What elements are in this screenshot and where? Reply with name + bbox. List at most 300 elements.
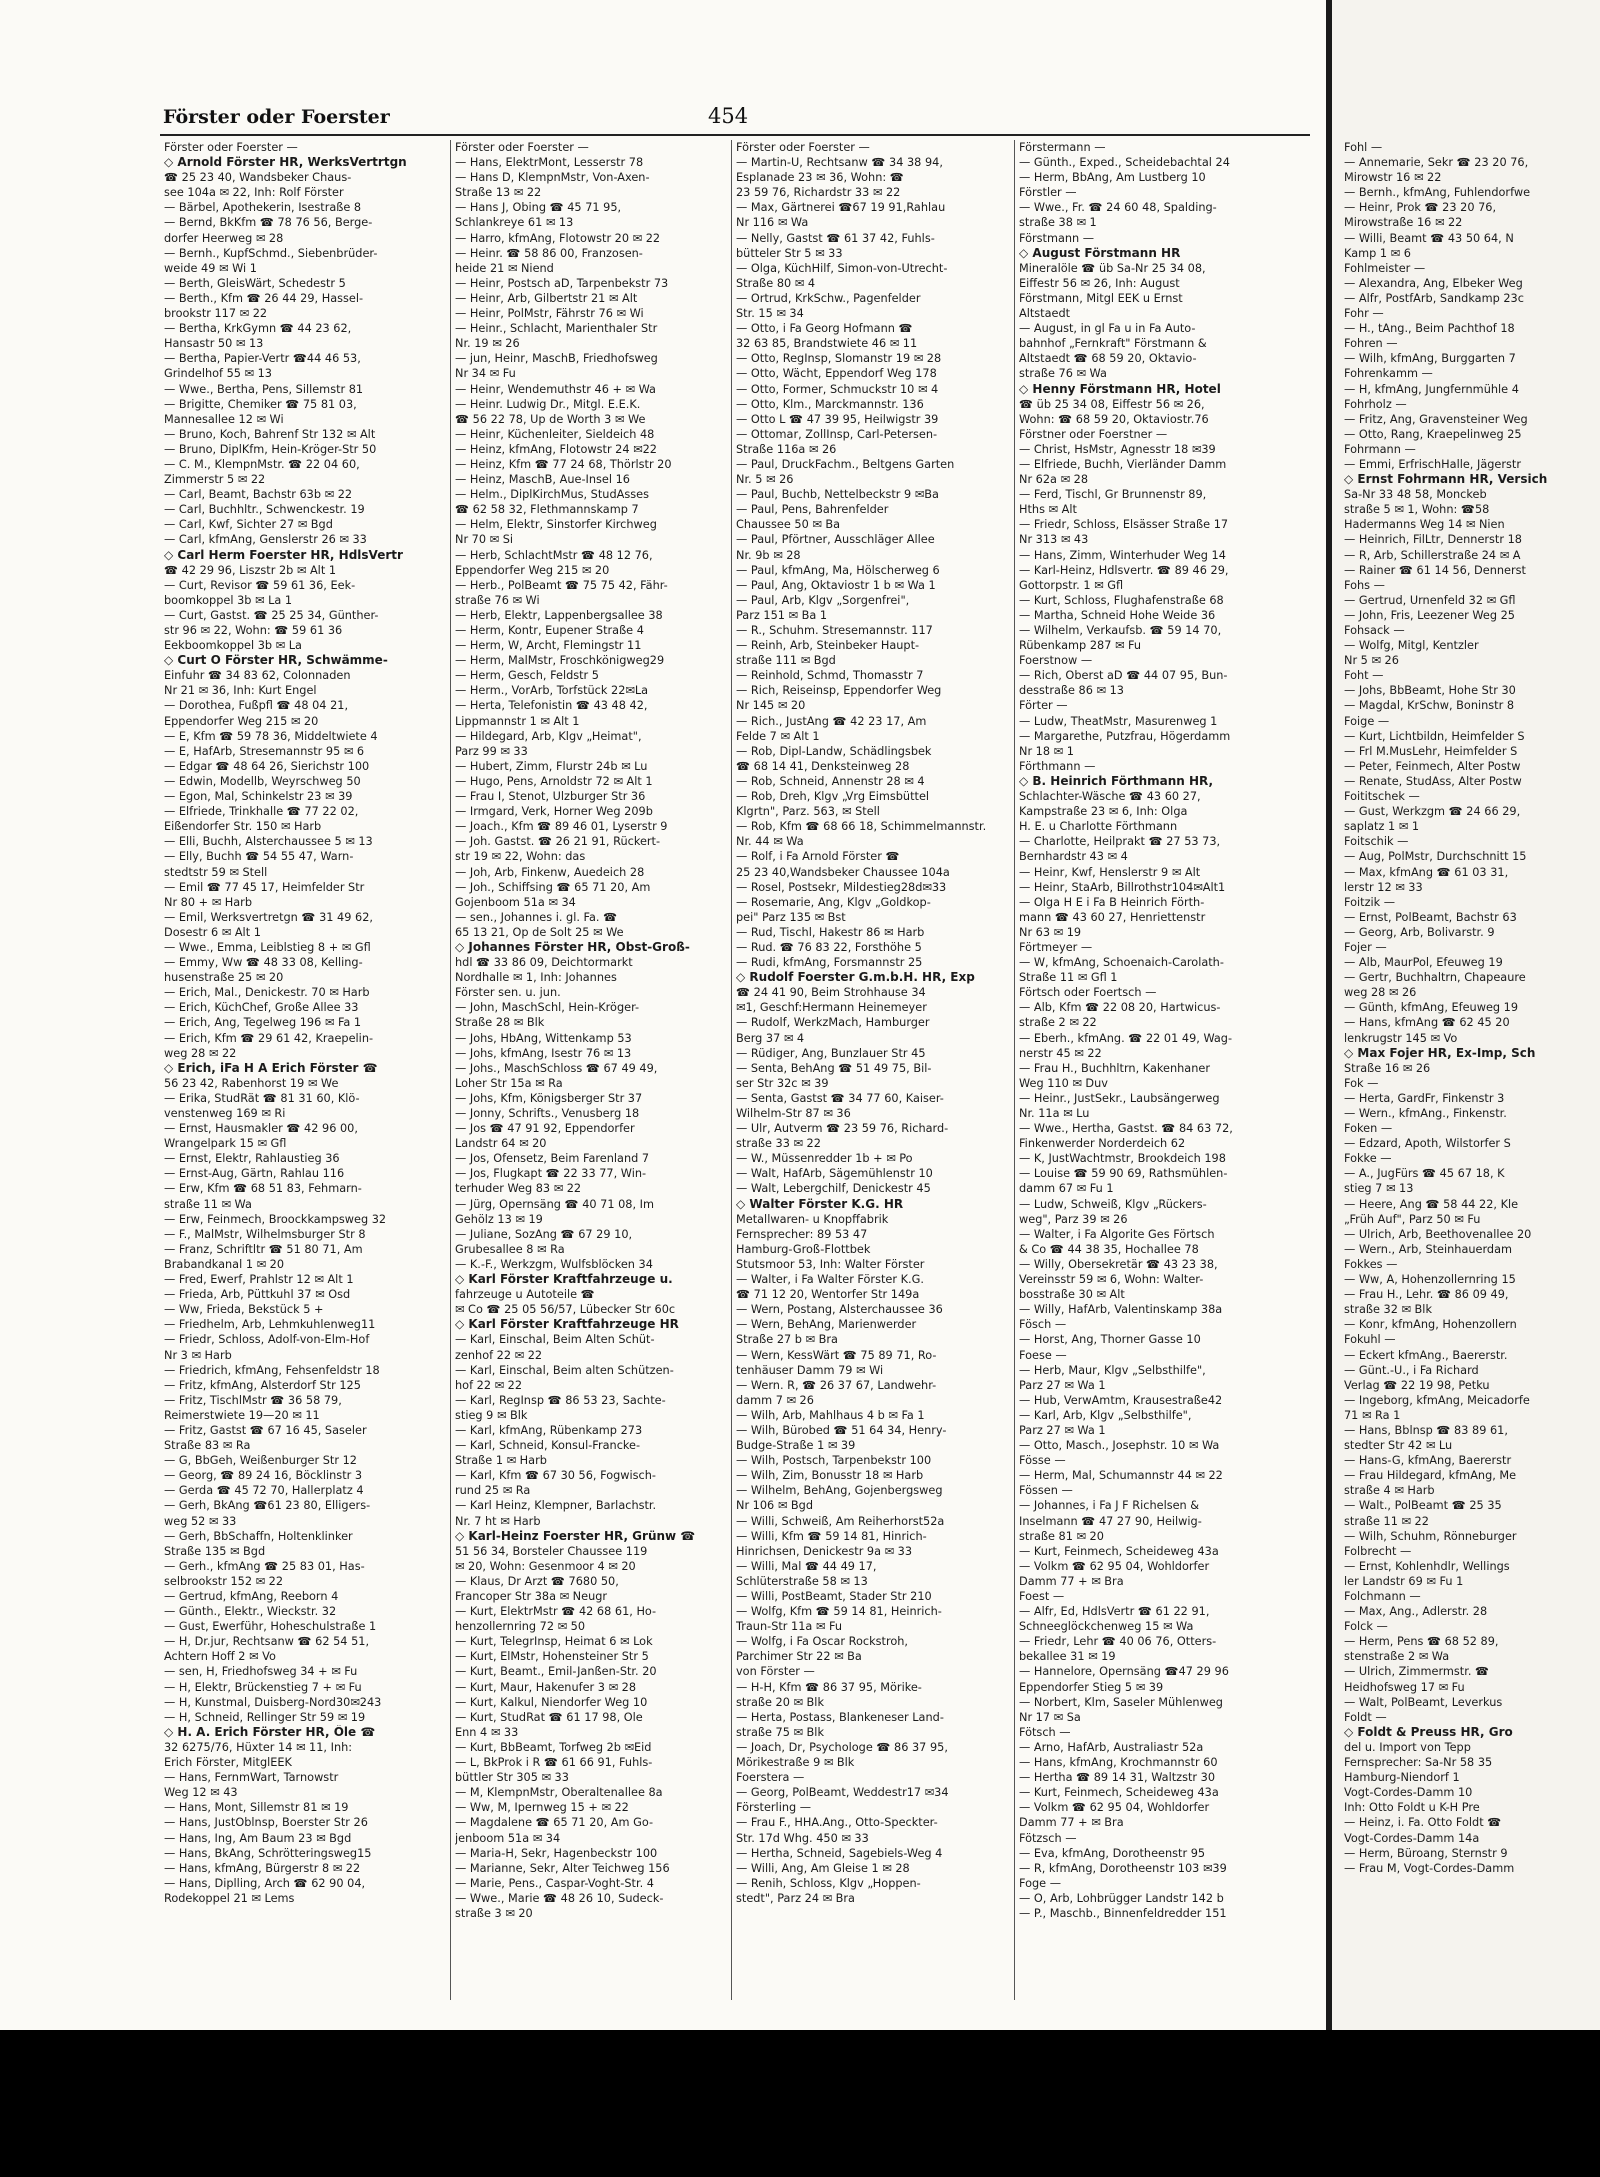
directory-entry-line: — Renih, Schloss, Klgv „Hoppen- [736,1876,921,1890]
directory-entry-line: Damm 77 + ✉ Bra [1019,1574,1124,1588]
directory-entry-line: straße 11 ✉ 22 [1344,1514,1429,1528]
directory-entry-line: — Rob, Kfm ☎ 68 66 18, Schimmelmannstr. [736,820,987,834]
directory-entry-line: — Herm, Büroang, Sternstr 9 [1344,1846,1508,1860]
directory-entry-line: Parz 27 ✉ Wa 1 [1019,1423,1106,1437]
directory-entry-line: — Frau F., HHA.Ang., Otto-Speckter- [736,1816,938,1830]
directory-entry-line: — Rosel, Postsekr, Mildestieg28d✉33 [736,880,947,894]
directory-entry-line: Rübenkamp 287 ✉ Fu [1019,639,1142,653]
directory-entry-line: — Hildegard, Arb, Klgv „Heimat", [455,729,642,743]
next-page-strip [1326,0,1600,2030]
directory-entry-line: — Otto, RegInsp, Slomanstr 19 ✉ 28 [736,352,942,366]
directory-entry-line: — Paul, kfmAng, Ma, Hölscherweg 6 [736,563,940,577]
directory-entry-line: brookstr 117 ✉ 22 [164,307,268,321]
directory-entry-line: — R., Schuhm. Stresemannstr. 117 [736,624,933,637]
directory-entry-line: — Frau I, Stenot, Ulzburger Str 36 [455,790,646,804]
directory-entry-line: Einfuhr ☎ 34 83 62, Colonnaden [164,669,351,683]
directory-entry-line: — Reinhold, Schmd, Thomasstr 7 [736,669,924,683]
directory-entry-line: — Karl, Arb, Klgv „Selbsthilfe", [1019,1408,1192,1422]
directory-entry-line: Fojer — [1344,940,1387,954]
directory-entry-line: — Friedr, Lehr ☎ 40 06 76, Otters- [1019,1635,1217,1649]
directory-entry-line: — John, Fris, Leezener Weg 25 [1344,608,1515,622]
directory-entry-line: — Rüdiger, Ang, Bunzlauer Str 45 [736,1046,926,1060]
directory-entry-line: — Gerh., kfmAng ☎ 25 83 01, Has- [164,1559,365,1573]
directory-entry-line: — Helm., DiplKirchMus, StudAsses [455,488,649,502]
directory-entry-line: — Johannes, i Fa J F Richelsen & [1019,1499,1200,1513]
directory-entry-line: Foest — [1019,1590,1065,1603]
directory-entry-line: — Heinr, Arb, Gilbertstr 21 ✉ Alt [455,291,638,305]
directory-entry-line: straße 76 ✉ Wi [455,593,540,607]
directory-entry-line: — Heinr. ☎ 58 86 00, Franzosen- [455,246,643,260]
directory-entry-line: — Eberh., kfmAng. ☎ 22 01 49, Wag- [1019,1031,1233,1045]
directory-entry-line: — Günth., Elektr., Wieckstr. 32 [164,1605,337,1619]
directory-entry-line: Nr 313 ✉ 43 [1019,533,1089,547]
directory-entry-line: terhuder Weg 83 ✉ 22 [455,1182,582,1196]
directory-entry-line: Nr. 19 ✉ 26 [455,337,520,351]
directory-entry-line: Weg 12 ✉ 43 [164,1786,238,1800]
directory-entry-line: weide 49 ✉ Wi 1 [164,261,257,275]
directory-entry-line: — Rud, Tischl, Hakestr 86 ✉ Harb [736,925,925,939]
directory-entry-line: Bernhardstr 43 ✉ 4 [1019,850,1128,864]
directory-entry-line: 51 56 34, Borsteler Chaussee 119 [455,1544,648,1558]
directory-entry-line: — Hans J, Obing ☎ 45 71 95, [455,201,622,215]
directory-entry-line: Weg 110 ✉ Duv [1019,1076,1108,1090]
directory-entry-line: ◇ Foldt & Preuss HR, Gro [1344,1724,1513,1739]
directory-entry-line: bekallee 31 ✉ 19 [1019,1650,1116,1664]
directory-entry-line: del u. Import von Tepp [1344,1740,1471,1754]
directory-entry-line: — Hans-G, kfmAng, Baererstr [1344,1454,1512,1468]
directory-entry-line: — Karl, Schneid, Konsul-Francke- [455,1439,641,1453]
directory-entry-line: — Walter, i Fa Algorite Ges Förtsch [1019,1227,1215,1241]
directory-entry-line: — Arno, HafArb, Australiastr 52a [1019,1740,1204,1754]
directory-entry-line: — Hannelore, Opernsäng ☎47 29 96 [1019,1665,1229,1679]
directory-entry-line: — Willi, Mal ☎ 44 49 17, [736,1559,877,1573]
directory-entry-line: Esplanade 23 ✉ 36, Wohn: ☎ [736,171,904,185]
directory-entry-line: — Ernst, Hausmakler ☎ 42 96 00, [164,1122,358,1136]
directory-entry-line: — Gust, Werkzgm ☎ 24 66 29, [1344,805,1521,819]
directory-entry-line: — Otto, Masch., Josephstr. 10 ✉ Wa [1019,1439,1220,1453]
directory-entry-line: Fohs — [1344,578,1385,592]
directory-entry-line: — Heinr, PolMstr, Fährstr 76 ✉ Wi [455,307,644,321]
directory-entry-line: — Georg, PolBeamt, Weddestr17 ✉34 [736,1786,949,1800]
directory-entry-line: desstraße 86 ✉ 13 [1019,684,1124,698]
directory-entry-line: — Frau H., Lehr. ☎ 86 09 49, [1344,1288,1509,1302]
directory-entry-line: — Dorothea, Fußpfl ☎ 48 04 21, [164,699,349,713]
directory-entry-line: — Nelly, Gastst ☎ 61 37 42, Fuhls- [736,231,935,245]
directory-entry-line: Nr 62a ✉ 28 [1019,473,1089,487]
directory-entry-line: Straße 83 ✉ Ra [164,1439,251,1453]
directory-entry-line: Förstmann — [1019,231,1095,245]
directory-entry-line: — O, Arb, Lohbrügger Landstr 142 b [1019,1891,1224,1905]
directory-entry-line: — Friedr, Schloss, Adolf-von-Elm-Hof [164,1333,370,1347]
directory-entry-line: Parz 27 ✉ Wa 1 [1019,1378,1106,1392]
directory-entry-line: — Ernst-Aug, Gärtn, Rahlau 116 [164,1167,345,1181]
directory-entry-line: — E, Kfm ☎ 59 78 36, Middeltwiete 4 [164,729,378,743]
directory-entry-line: — Heinr, Prok ☎ 23 20 76, [1344,201,1497,215]
directory-entry-line: — Gertr, Buchhaltrn, Chapeaure [1344,971,1526,985]
directory-entry-line: Försterling — [736,1801,812,1815]
directory-entry-line: — Hans, kfmAng ☎ 62 45 20 [1344,1016,1510,1030]
directory-entry-line: Nr 34 ✉ Fu [455,367,516,381]
directory-entry-line: — Volkm ☎ 62 95 04, Wohldorfer [1019,1559,1210,1573]
directory-entry-line: — jun, Heinr, MaschB, Friedhofsweg [455,352,658,366]
column-4 [1014,140,1319,2000]
directory-entry-line: Vogt-Cordes-Damm 14a [1344,1831,1480,1845]
directory-entry-line: — Karl, RegInsp ☎ 86 53 23, Sachte- [455,1393,666,1407]
directory-entry-line: Straße 135 ✉ Bgd [164,1544,266,1558]
directory-entry-line: — Heinz, Kfm ☎ 77 24 68, Thörlstr 20 [455,457,672,471]
directory-entry-line: Landstr 64 ✉ 20 [455,1137,547,1151]
directory-entry-line: — Peter, Feinmech, Alter Postw [1344,759,1521,773]
directory-entry-line: Fohsack — [1344,624,1405,637]
directory-entry-line: — Johs., MaschSchloss ☎ 67 49 49, [455,1061,658,1075]
directory-entry-line: boomkoppel 3b ✉ La 1 [164,593,293,607]
directory-entry-line: — Otto, Klm., Marckmannstr. 136 [736,397,924,411]
directory-entry-line: — Walt, PolBeamt, Leverkus [1344,1695,1503,1709]
directory-entry-line: — Helm, Elektr, Sinstorfer Kirchweg [455,518,657,532]
directory-entry-line: — Günth, kfmAng, Efeuweg 19 [1344,1001,1519,1015]
directory-entry-line: — Wilh, Arb, Mahlhaus 4 b ✉ Fa 1 [736,1408,925,1422]
directory-entry-line: Fohl — [1344,141,1383,154]
directory-entry-line: — Fritz, TischlMstr ☎ 36 58 79, [164,1393,342,1407]
directory-entry-line: Sa-Nr 33 48 58, Monckeb [1344,488,1487,502]
directory-entry-line: — Hans, JustOblnsp, Boerster Str 26 [164,1816,368,1830]
directory-entry-line: 65 13 21, Op de Solt 25 ✉ We [455,925,624,939]
directory-entry-line: stieg 9 ✉ Blk [455,1408,528,1422]
directory-entry-line: Fohrholz — [1344,397,1407,411]
directory-entry-line: — Erich, Mal., Denickestr. 70 ✉ Harb [164,986,370,1000]
directory-entry-line: weg 52 ✉ 33 [164,1514,237,1528]
directory-entry-line: — Margarethe, Putzfrau, Högerdamm [1019,729,1231,743]
directory-entry-line: — Heinz, i. Fa. Otto Foldt ☎ [1344,1816,1502,1830]
directory-entry-line: — Rob, Schneid, Annenstr 28 ✉ 4 [736,774,925,788]
directory-entry-line: Reimerstwiete 19—20 ✉ 11 [164,1408,320,1422]
directory-entry-line: Schlüterstraße 58 ✉ 13 [736,1574,868,1588]
header-rule [160,134,1310,136]
directory-entry-line: — Wern, Postang, Alsterchaussee 36 [736,1303,943,1317]
directory-entry-line: nerstr 45 ✉ 22 [1019,1046,1102,1060]
directory-entry-line: — Wern, KessWärt ☎ 75 89 71, Ro- [736,1348,937,1362]
directory-entry-line: — Ernst, Elektr, Rahlaustieg 36 [164,1152,340,1166]
directory-entry-line: — Renate, StudAss, Alter Postw [1344,774,1522,788]
directory-entry-line: — Otto, i Fa Georg Hofmann ☎ [736,322,913,336]
directory-entry-line: — Johs, HbAng, Wittenkamp 53 [455,1031,632,1045]
directory-entry-line: — Hans, FernmWart, Tarnowstr [164,1771,339,1785]
directory-entry-line: ler Landstr 69 ✉ Fu 1 [1344,1574,1464,1588]
directory-entry-line: — Maria-H, Sekr, Hagenbeckstr 100 [455,1846,658,1860]
directory-entry-line: — Max, kfmAng ☎ 61 03 31, [1344,865,1509,879]
directory-entry-line: — Kurt, ElektrMstr ☎ 42 68 61, Ho- [455,1605,657,1619]
directory-entry-line: ☎ 42 29 96, Liszstr 2b ✉ Alt 1 [164,563,337,577]
directory-entry-line: Folchmann — [1344,1590,1421,1603]
directory-entry-line: Nr 70 ✉ Si [455,533,514,547]
directory-entry-line: ◇ Walter Förster K.G. HR [736,1196,904,1211]
directory-entry-line: — Paul, Pförtner, Ausschläger Allee [736,533,935,547]
directory-entry-line: — Walt, HafArb, Sägemühlenstr 10 [736,1167,933,1181]
directory-entry-line: — Joh., Schiffsing ☎ 65 71 20, Am [455,880,651,894]
directory-entry-line: Fohlmeister — [1344,261,1426,275]
directory-entry-line: Nr. 9b ✉ 28 [736,548,801,562]
directory-entry-line: ☎ üb 25 34 08, Eiffestr 56 ✉ 26, [1019,397,1205,411]
column-5 [1344,140,1600,2000]
directory-entry-line: — Heinr, Wendemuthstr 46 + ✉ Wa [455,382,656,396]
directory-entry-line: — Georg, ☎ 89 24 16, Böcklinstr 3 [164,1469,363,1483]
directory-entry-line: — Hubert, Zimm, Flurstr 24b ✉ Lu [455,759,648,773]
directory-entry-line: — Willi, Ang, Am Gleise 1 ✉ 28 [736,1861,910,1875]
directory-entry-line: — Johs, BbBeamt, Hohe Str 30 [1344,684,1516,698]
directory-entry-line: — Bruno, DiplKfm, Hein-Kröger-Str 50 [164,442,377,456]
directory-entry-line: — Joh. Gastst. ☎ 26 21 91, Rückert- [455,835,661,849]
directory-entry-line: Fok — [1344,1076,1379,1090]
directory-entry-line: lerstr 12 ✉ 33 [1344,880,1423,894]
directory-entry-line: Förstler — [1019,186,1077,200]
directory-entry-line: Foitzik — [1344,895,1396,909]
directory-entry-line: stedter Str 42 ✉ Lu [1344,1439,1453,1453]
directory-entry-line: — August, in gl Fa u in Fa Auto- [1019,322,1196,336]
directory-entry-line: — Bruno, Koch, Bahrenf Str 132 ✉ Alt [164,427,376,441]
directory-entry-line: — Kurt, BbBeamt, Torfweg 2b ✉Eid [455,1740,652,1754]
directory-entry-line: — Bernh., KupfSchmd., Siebenbrüder- [164,246,378,260]
directory-entry-line: str 19 ✉ 22, Wohn: das [455,850,586,864]
directory-entry-line: hdl ☎ 33 86 09, Deichtormarkt [455,956,633,970]
directory-entry-line: Grubesallee 8 ✉ Ra [455,1242,565,1256]
directory-entry-line: — Konr, kfmAng, Hohenzollern [1344,1318,1517,1332]
directory-entry-line: ✉1, Geschf:Hermann Heinemeyer [736,1001,927,1015]
directory-entry-line: pei" Parz 135 ✉ Bst [736,910,846,924]
directory-entry-line: Gojenboom 51a ✉ 34 [455,895,576,909]
directory-entry-line: Francoper Str 38a ✉ Neugr [455,1590,608,1603]
directory-entry-line: — Heinr, Küchenleiter, Sieldeich 48 [455,427,655,441]
directory-entry-line: — Wilh, Postsch, Tarpenbekstr 100 [736,1454,932,1468]
directory-entry-line: — Hans, kfmAng, Bürgerstr 8 ✉ 22 [164,1861,361,1875]
directory-entry-line: Foerstnow — [1019,654,1093,668]
directory-entry-line: Förster oder Foerster — [164,141,298,154]
directory-entry-line: stieg 7 ✉ 13 [1344,1182,1414,1196]
directory-entry-line: — Frl M.MusLehr, Heimfelder S [1344,744,1518,758]
directory-entry-line: — Wern., kfmAng., Finkenstr. [1344,1107,1507,1120]
directory-entry-line: — Alb, Kfm ☎ 22 08 20, Hartwicus- [1019,1001,1221,1015]
directory-entry-line: — Wolfg, Kfm ☎ 59 14 81, Heinrich- [736,1605,942,1619]
directory-entry-line: straße 75 ✉ Blk [736,1725,824,1739]
directory-entry-line: — Heinr., Schlacht, Marienthaler Str [455,322,658,336]
directory-entry-line: Hamburg-Niendorf 1 [1344,1771,1460,1785]
directory-entry-line: Gehölz 13 ✉ 19 [455,1212,543,1226]
directory-entry-line: Str. 15 ✉ 34 [736,307,804,321]
directory-entry-line: Verlag ☎ 22 19 98, Petku [1344,1378,1490,1392]
directory-entry-line: Straße 11 ✉ Gfl 1 [1019,971,1118,985]
directory-entry-line: — W., Müssenredder 1b + ✉ Po [736,1152,913,1166]
directory-entry-line: tenhäuser Damm 79 ✉ Wi [736,1363,884,1377]
directory-entry-line: — Wolfg, i Fa Oscar Rockstroh, [736,1635,909,1649]
directory-entry-line: — Marie, Pens., Caspar-Voght-Str. 4 [455,1876,654,1890]
directory-entry-line: — Hans, Bblnsp ☎ 83 89 61, [1344,1423,1508,1437]
directory-entry-line: Gottorpstr. 1 ✉ Gfl [1019,578,1124,592]
directory-entry-line: — Wern., Arb, Steinhauerdam [1344,1242,1513,1256]
directory-entry-line: Fohrmann — [1344,442,1416,456]
directory-entry-line: — Ludw, Schweiß, Klgv „Rückers- [1019,1197,1207,1211]
directory-entry-line: — Magdal, KrSchw, Boninstr 8 [1344,699,1515,713]
directory-entry-line: straße 2 ✉ 22 [1019,1016,1097,1030]
directory-entry-line: — Günt.-U., i Fa Richard [1344,1363,1479,1377]
directory-entry-line: — Herm., VorArb, Torfstück 22✉La [455,684,649,698]
directory-entry-line: — Bertha, KrkGymn ☎ 44 23 62, [164,322,352,336]
directory-entry-line: — Curt, Revisor ☎ 59 61 36, Eek- [164,578,356,592]
directory-entry-line: — Wern, BehAng, Marienwerder [736,1318,917,1332]
directory-entry-line: rund 25 ✉ Ra [455,1484,531,1498]
directory-entry-line: — Friedrich, kfmAng, Fehsenfeldstr 18 [164,1363,380,1377]
directory-entry-line: — Erich, Ang, Tegelweg 196 ✉ Fa 1 [164,1016,362,1030]
directory-entry-line: — C. M., KlempnMstr. ☎ 22 04 60, [164,457,360,471]
directory-entry-line: — Jos, Flugkapt ☎ 22 33 77, Win- [455,1167,647,1181]
directory-entry-line: — Ww, A, Hohenzollernring 15 [1344,1273,1516,1287]
directory-entry-line: 56 23 42, Rabenhorst 19 ✉ We [164,1076,339,1090]
directory-entry-line: — Ulrich, Arb, Beethovenallee 20 [1344,1227,1532,1241]
directory-entry-line: Fokuhl — [1344,1333,1396,1347]
directory-entry-line: — Wilh, Zim, Bonusstr 18 ✉ Harb [736,1469,924,1483]
directory-entry-line: — sen., Johannes i. gl. Fa. ☎ [455,910,618,924]
directory-entry-line: Mirowstraße 16 ✉ 22 [1344,216,1463,230]
directory-entry-line: Brabandkanal 1 ✉ 20 [164,1257,285,1271]
directory-entry-line: Straße 16 ✉ 26 [1344,1061,1431,1075]
directory-entry-line: see 104a ✉ 22, Inh: Rolf Förster [164,186,344,200]
directory-entry-line: — W, kfmAng, Schoenaich-Carolath- [1019,956,1224,970]
directory-entry-line: Damm 77 + ✉ Bra [1019,1816,1124,1830]
directory-entry-line: straße 20 ✉ Blk [736,1695,824,1709]
directory-entry-line: — Gerh, BbSchaffn, Holtenklinker [164,1529,353,1543]
directory-entry-line: Hinrichsen, Denickestr 9a ✉ 33 [736,1544,913,1558]
directory-entry-line: — Marianne, Sekr, Alter Teichweg 156 [455,1861,670,1875]
directory-entry-line: Straße 27 b ✉ Bra [736,1333,838,1347]
directory-entry-line: — Joach., Kfm ☎ 89 46 01, Lyserstr 9 [455,820,668,834]
directory-entry-line: straße 4 ✉ Harb [1344,1484,1435,1498]
directory-entry-line: Nr. 5 ✉ 26 [736,473,794,487]
directory-entry-line: Parz 99 ✉ 33 [455,744,528,758]
directory-entry-line: Eppendorfer Weg 215 ✉ 20 [164,714,319,728]
directory-entry-line: — E, HafArb, Stresemannstr 95 ✉ 6 [164,744,365,758]
directory-entry-line: — Kurt, Schloss, Flughafenstraße 68 [1019,593,1224,607]
directory-entry-line: — Bernd, BkKfm ☎ 78 76 56, Berge- [164,216,373,230]
directory-entry-line: — Herb, SchlachtMstr ☎ 48 12 76, [455,548,653,562]
directory-entry-line: — Kurt, Feinmech, Scheideweg 43a [1019,1544,1219,1558]
directory-entry-line: — Reinh, Arb, Steinbeker Haupt- [736,639,920,653]
directory-entry-line: — Martha, Schneid Hohe Weide 36 [1019,608,1216,622]
directory-entry-line: — Carl, Kwf, Sichter 27 ✉ Bgd [164,518,333,532]
directory-entry-line: heide 21 ✉ Niend [455,261,554,275]
directory-entry-line: Berg 37 ✉ 4 [736,1031,805,1045]
directory-entry-line: — Gerh, BkAng ☎61 23 80, Elligers- [164,1499,371,1513]
directory-entry-line: — H-H, Kfm ☎ 86 37 95, Mörike- [736,1680,922,1694]
directory-entry-line: Straße 80 ✉ 4 [736,276,816,290]
directory-entry-line: ✉ 20, Wohn: Gesenmoor 4 ✉ 20 [455,1559,636,1573]
directory-entry-line: — Elli, Buchh, Alsterchaussee 5 ✉ 13 [164,835,373,849]
directory-entry-line: — Herm, Kontr, Eupener Straße 4 [455,624,644,637]
directory-entry-line: — Hugo, Pens, Arnoldstr 72 ✉ Alt 1 [455,774,653,788]
directory-entry-line: H. E. u Charlotte Förthmann [1019,820,1178,834]
directory-entry-line: — Kurt, Kalkul, Niendorfer Weg 10 [455,1695,648,1709]
directory-entry-line: — Rainer ☎ 61 14 56, Dennerst [1344,563,1526,577]
directory-entry-line: Nr 116 ✉ Wa [736,216,809,230]
directory-entry-line: büttler Str 305 ✉ 33 [455,1771,569,1785]
directory-entry-line: — Elfriede, Trinkhalle ☎ 77 22 02, [164,805,359,819]
directory-entry-line: — Kurt, Beamt., Emil-Janßen-Str. 20 [455,1665,657,1679]
directory-entry-line: — Herta, Telefonistin ☎ 43 48 42, [455,699,648,713]
directory-entry-line: — Rich, Oberst aD ☎ 44 07 95, Bun- [1019,669,1228,683]
directory-entry-line: — Herb, Elektr, Lappenbergsallee 38 [455,608,663,622]
directory-entry-line: — Kurt, TelegrInsp, Heimat 6 ✉ Lok [455,1635,653,1649]
directory-entry-line: Schlachter-Wäsche ☎ 43 60 27, [1019,790,1201,804]
directory-entry-line: — Senta, Gastst ☎ 34 77 60, Kaiser- [736,1091,944,1105]
directory-entry-line: Nr 18 ✉ 1 [1019,744,1074,758]
directory-entry-line: Fohr — [1344,307,1384,321]
directory-entry-line: weg", Parz 39 ✉ 26 [1019,1212,1128,1226]
directory-entry-line: — Otto, Wächt, Eppendorf Weg 178 [736,367,937,381]
directory-entry-line: — Paul, Buchb, Nettelbeckstr 9 ✉Ba [736,488,939,502]
directory-entry-line: Förster oder Foerster — [736,141,870,154]
directory-entry-line: Fohrenkamm — [1344,367,1433,381]
directory-entry-line: Fössen — [1019,1484,1073,1498]
directory-entry-line: ☎ 25 23 40, Wandsbeker Chaus- [164,171,352,185]
directory-entry-line: Nr. 7 ht ✉ Harb [455,1514,541,1528]
directory-entry-line: — Curt, Gastst. ☎ 25 25 34, Günther- [164,608,379,622]
directory-entry-line: ◇ Arnold Förster HR, WerksVertrtgn [164,155,407,170]
directory-entry-line: — H, kfmAng, Jungfernmühle 4 [1344,382,1519,396]
directory-entry-line: Wilhelm-Str 87 ✉ 36 [736,1107,851,1120]
directory-entry-line: — Walt, Lebergchilf, Denickestr 45 [736,1182,931,1196]
directory-entry-line: bütteler Str 5 ✉ 33 [736,246,843,260]
directory-entry-line: Enn 4 ✉ 33 [455,1725,519,1739]
directory-entry-line: Fötzsch — [1019,1831,1077,1845]
directory-entry-line: — Herm, MalMstr, Froschkönigweg29 [455,654,665,668]
directory-entry-line: mann ☎ 43 60 27, Henriettenstr [1019,910,1206,924]
directory-entry-line: — Ww, M, Ipernweg 15 + ✉ 22 [455,1801,629,1815]
directory-entry-line: — Hertha ☎ 89 14 31, Waltzstr 30 [1019,1771,1216,1785]
directory-entry-line: — Ferd, Tischl, Gr Brunnenstr 89, [1019,488,1207,502]
directory-entry-line: — Kurt, StudRat ☎ 61 17 98, Ole [455,1710,643,1724]
directory-entry-line: Fokkes — [1344,1257,1398,1271]
directory-entry-line: ◇ Ernst Fohrmann HR, Versich [1344,472,1548,487]
directory-entry-line: — Berth., Kfm ☎ 26 44 29, Hassel- [164,291,364,305]
directory-entry-line: — Willi, Schweiß, Am Reiherhorst52a [736,1514,945,1528]
directory-entry-line: Budge-Straße 1 ✉ 39 [736,1439,856,1453]
directory-entry-line: — Edwin, Modellb, Weyrschweg 50 [164,774,361,788]
directory-entry-line: — Eva, kfmAng, Dorotheenstr 95 [1019,1846,1206,1860]
directory-entry-line: — Ww, Frieda, Bekstück 5 + [164,1303,324,1317]
directory-entry-line: — Carl, Buchhltr., Schwenckestr. 19 [164,503,365,517]
directory-entry-line: Mirowstr 16 ✉ 22 [1344,171,1442,185]
directory-entry-line: & Co ☎ 44 38 35, Hochallee 78 [1019,1242,1199,1256]
directory-entry-line: — Hans, Ing, Am Baum 23 ✉ Bgd [164,1831,352,1845]
directory-entry-line: ☎ 68 14 41, Denksteinweg 28 [736,759,910,773]
directory-entry-line: Erich Förster, MitglEEK [164,1756,292,1770]
directory-entry-line: str 96 ✉ 22, Wohn: ☎ 59 61 36 [164,624,343,637]
directory-entry-line: — H, Elektr, Brückenstieg 7 + ✉ Fu [164,1680,362,1694]
directory-entry-line: — Fritz, kfmAng, Alsterdorf Str 125 [164,1378,361,1392]
directory-entry-line: fahrzeuge u Autoteile ☎ [455,1288,595,1302]
directory-entry-line: Eppendorfer Weg 215 ✉ 20 [455,563,610,577]
directory-entry-line: — Rud. ☎ 76 83 22, Forsthöhe 5 [736,940,922,954]
directory-entry-line: bahnhof „Fernkraft" Förstmann & [1019,337,1207,351]
directory-entry-line: — Walter, i Fa Walter Förster K.G. [736,1273,924,1287]
directory-entry-line: ✉ Co ☎ 25 05 56/57, Lübecker Str 60c [455,1303,676,1317]
directory-entry-line: — Karl, Einschal, Beim alten Schützen- [455,1363,674,1377]
directory-entry-line: Nr 3 ✉ Harb [164,1348,232,1362]
directory-entry-line: — Willy, Obersekretär ☎ 43 23 38, [1019,1257,1218,1271]
directory-entry-line: — K.-F., Werkzgm, Wulfsblöcken 34 [455,1257,653,1271]
directory-entry-line: — Jonny, Schrifts., Venusberg 18 [455,1107,640,1120]
directory-entry-line: — H., tAng., Beim Pachthof 18 [1344,322,1515,336]
directory-entry-line: Lippmannstr 1 ✉ Alt 1 [455,714,580,728]
directory-entry-line: Traun-Str 11a ✉ Fu [736,1620,843,1634]
directory-entry-line: Inh: Otto Foldt u K-H Pre [1344,1801,1480,1815]
